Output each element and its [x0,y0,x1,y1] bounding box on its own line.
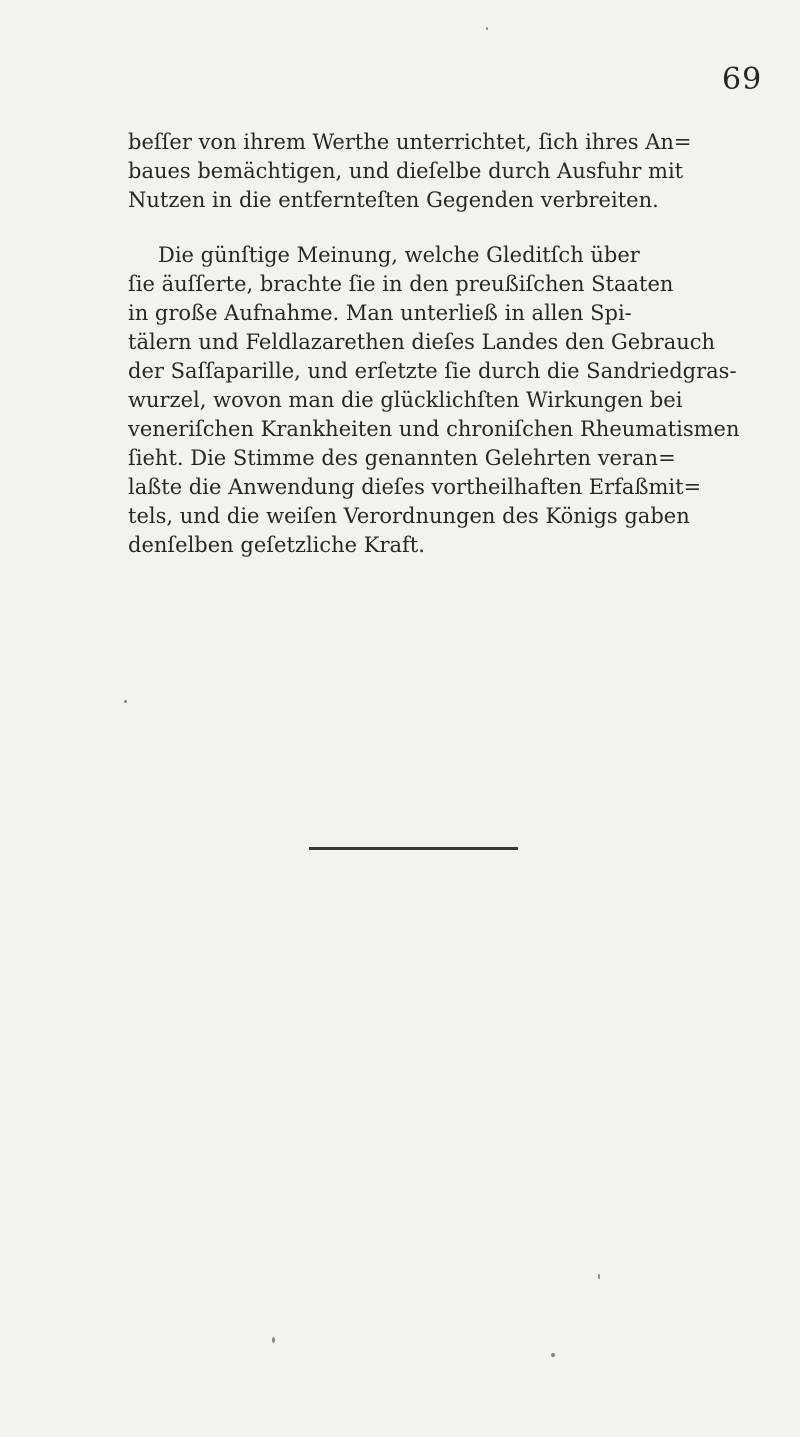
text-line: veneriſchen Krankheiten und chroniſchen Rheumatismen [128,417,740,441]
text-line: in große Aufnahme. Man unterließ in allen Spi- [128,301,632,325]
body-text [128,128,740,560]
text-line: beſſer von ihrem Werthe unterrichtet, ſich ihres An= [128,130,692,154]
text-line: Nutzen in die entfernteſten Gegenden verbreiten. [128,188,659,212]
paper-speck [551,1353,555,1357]
text-line: der Saſſaparille, und erſetzte ſie durch die Sandriedgras- [128,359,737,383]
page-number: 69 [722,62,763,97]
text-line: laßte die Anwendung dieſes vortheilhaften Erfaßmit= [128,475,702,499]
paper-speck [598,1274,600,1279]
text-line: tels, und die weiſen Verordnungen des Königs gaben [128,504,690,528]
paper-speck [272,1337,275,1343]
paragraph-2 [128,241,740,560]
text-line: tälern und Feldlazarethen dieſes Landes den Gebrauch [128,330,716,354]
section-divider-rule [309,847,518,850]
text-line: ſie äuſſerte, brachte ſie in den preußiſchen Staaten [128,272,674,296]
text-line: baues bemächtigen, und dieſelbe durch Ausfuhr mit [128,159,684,183]
text-line: Die günſtige Meinung, welche Gleditſch über [158,243,640,267]
text-line: wurzel, wovon man die glücklichſten Wirkungen bei [128,388,683,412]
text-line: denſelben geſetzliche Kraft. [128,533,425,557]
paper-speck [124,700,127,703]
text-line: ſieht. Die Stimme des genannten Gelehrten veran= [128,446,676,470]
paragraph-1 [128,128,718,215]
paper-speck [486,27,488,30]
